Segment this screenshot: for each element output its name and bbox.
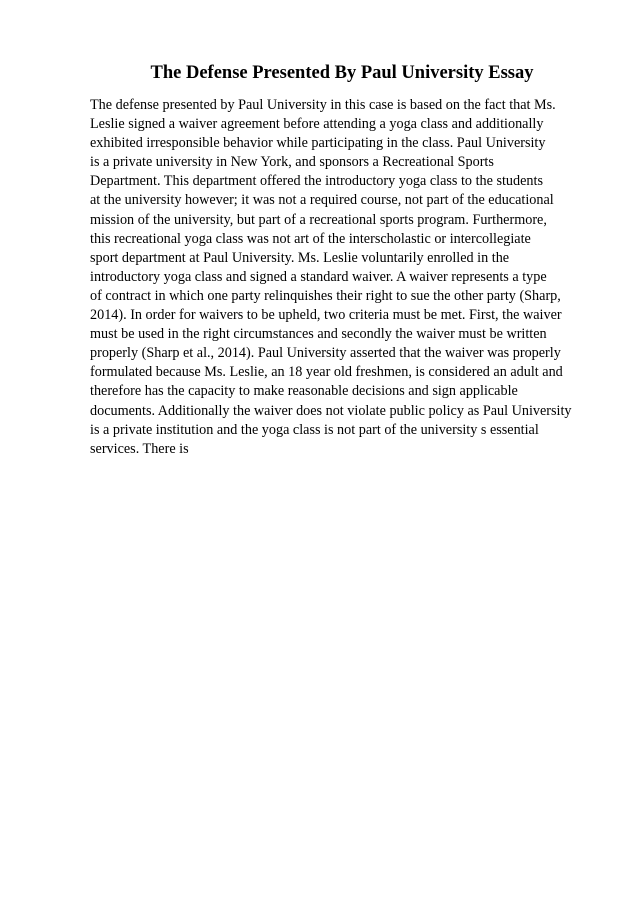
body-line: of contract in which one party relinquishes their right to sue the other party (Sharp,: [90, 287, 561, 304]
document-title: The Defense Presented By Paul University Essay: [150, 63, 534, 83]
body-line: must be used in the right circumstances and secondly the waiver must be written: [90, 326, 547, 343]
body-line: properly (Sharp et al., 2014). Paul University asserted that the waiver was properly: [90, 345, 561, 362]
body-line: is a private institution and the yoga class is not part of the university s essential: [90, 421, 539, 438]
body-line: therefore has the capacity to make reasonable decisions and sign applicable: [90, 383, 518, 400]
body-line: documents. Additionally the waiver does not violate public policy as Paul University: [90, 402, 572, 419]
body-line: is a private university in New York, and sponsors a Recreational Sports: [90, 154, 494, 171]
body-line: sport department at Paul University. Ms. Leslie voluntarily enrolled in the: [90, 249, 510, 266]
body-line: The defense presented by Paul University in this case is based on the fact that Ms.: [90, 97, 556, 113]
body-line: formulated because Ms. Leslie, an 18 year old freshmen, is considered an adult and: [90, 364, 563, 381]
body-line: at the university however; it was not a required course, not part of the educational: [90, 192, 554, 209]
body-line: Department. This department offered the introductory yoga class to the students: [90, 173, 543, 190]
body-line: introductory yoga class and signed a standard waiver. A waiver represents a type: [90, 268, 547, 285]
body-line: 2014). In order for waivers to be upheld, two criteria must be met. First, the waiver: [90, 307, 562, 324]
body-line: services. There is: [90, 440, 189, 457]
body-line: this recreational yoga class was not art of the interscholastic or intercollegiate: [90, 230, 531, 247]
body-line: exhibited irresponsible behavior while participating in the class. Paul University: [90, 135, 546, 152]
essay-body: [90, 96, 630, 459]
body-line: Leslie signed a waiver agreement before attending a yoga class and additionally: [90, 116, 544, 133]
body-line: mission of the university, but part of a recreational sports program. Furthermore,: [90, 211, 547, 228]
